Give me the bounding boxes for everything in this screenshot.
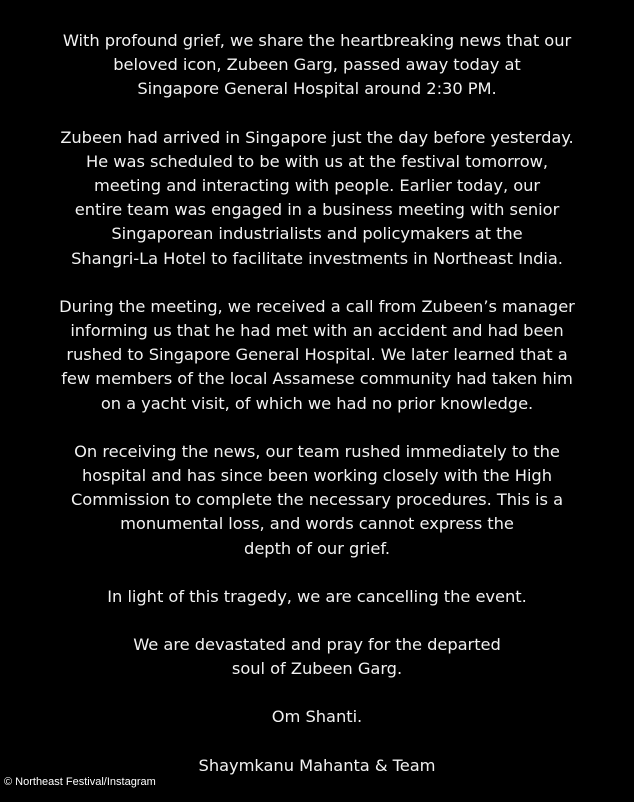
paragraph-accident: [0, 295, 634, 416]
paragraph-arrival: [0, 126, 634, 271]
statement-line: Om Shanti.: [271, 707, 363, 727]
statement-line: With profound grief, we share the heartbreaking news that our: [62, 31, 572, 50]
statement-line: meeting and interacting with people. Earlier today, our: [93, 176, 541, 196]
statement-line: We are devastated and pray for the departed: [133, 635, 501, 655]
statement-line: few members of the local Assamese community had taken him: [61, 369, 573, 389]
paragraph-response: [0, 440, 634, 561]
paragraph-announcement: [0, 29, 634, 102]
statement-line: In light of this tragedy, we are cancelling the event.: [107, 586, 527, 606]
statement-line: He was scheduled to be with us at the festival tomorrow,: [85, 151, 549, 171]
statement-body: [0, 29, 634, 802]
signature: [0, 754, 634, 778]
statement-line: rushed to Singapore General Hospital. We later learned that a: [66, 345, 568, 365]
statement-line: hospital and has since been working closely with the High: [82, 466, 552, 486]
statement-line: entire team was engaged in a business meeting with senior: [74, 200, 560, 220]
statement-line: Commission to complete the necessary procedures. This is a: [70, 490, 564, 510]
statement-line: on a yacht visit, of which we had no prior knowledge.: [100, 393, 534, 413]
paragraph-cancellation: [0, 585, 634, 609]
statement-line: Singapore General Hospital around 2:30 PM.: [137, 79, 497, 99]
statement-line: soul of Zubeen Garg.: [231, 659, 403, 679]
paragraph-prayer: [0, 633, 634, 681]
statement-line: Shaymkanu Mahanta & Team: [198, 755, 436, 775]
paragraph-om-shanti: [0, 705, 634, 729]
statement-line: informing us that he had met with an accident and had been: [70, 321, 564, 341]
statement-line: During the meeting, we received a call from Zubeen’s manager: [59, 296, 575, 316]
statement-line: depth of our grief.: [244, 538, 390, 558]
statement-line: monumental loss, and words cannot express the: [120, 514, 514, 534]
statement-line: Zubeen had arrived in Singapore just the day before yesterday.: [60, 127, 574, 147]
photo-credit: © Northeast Festival/Instagram: [4, 776, 156, 788]
statement-line: On receiving the news, our team rushed immediately to the: [74, 441, 560, 461]
statement-line: Singaporean industrialists and policymakers at the: [111, 224, 523, 244]
statement-line: Shangri-La Hotel to facilitate investments in Northeast India.: [71, 248, 563, 268]
statement-line: beloved icon, Zubeen Garg, passed away today at: [113, 55, 521, 75]
